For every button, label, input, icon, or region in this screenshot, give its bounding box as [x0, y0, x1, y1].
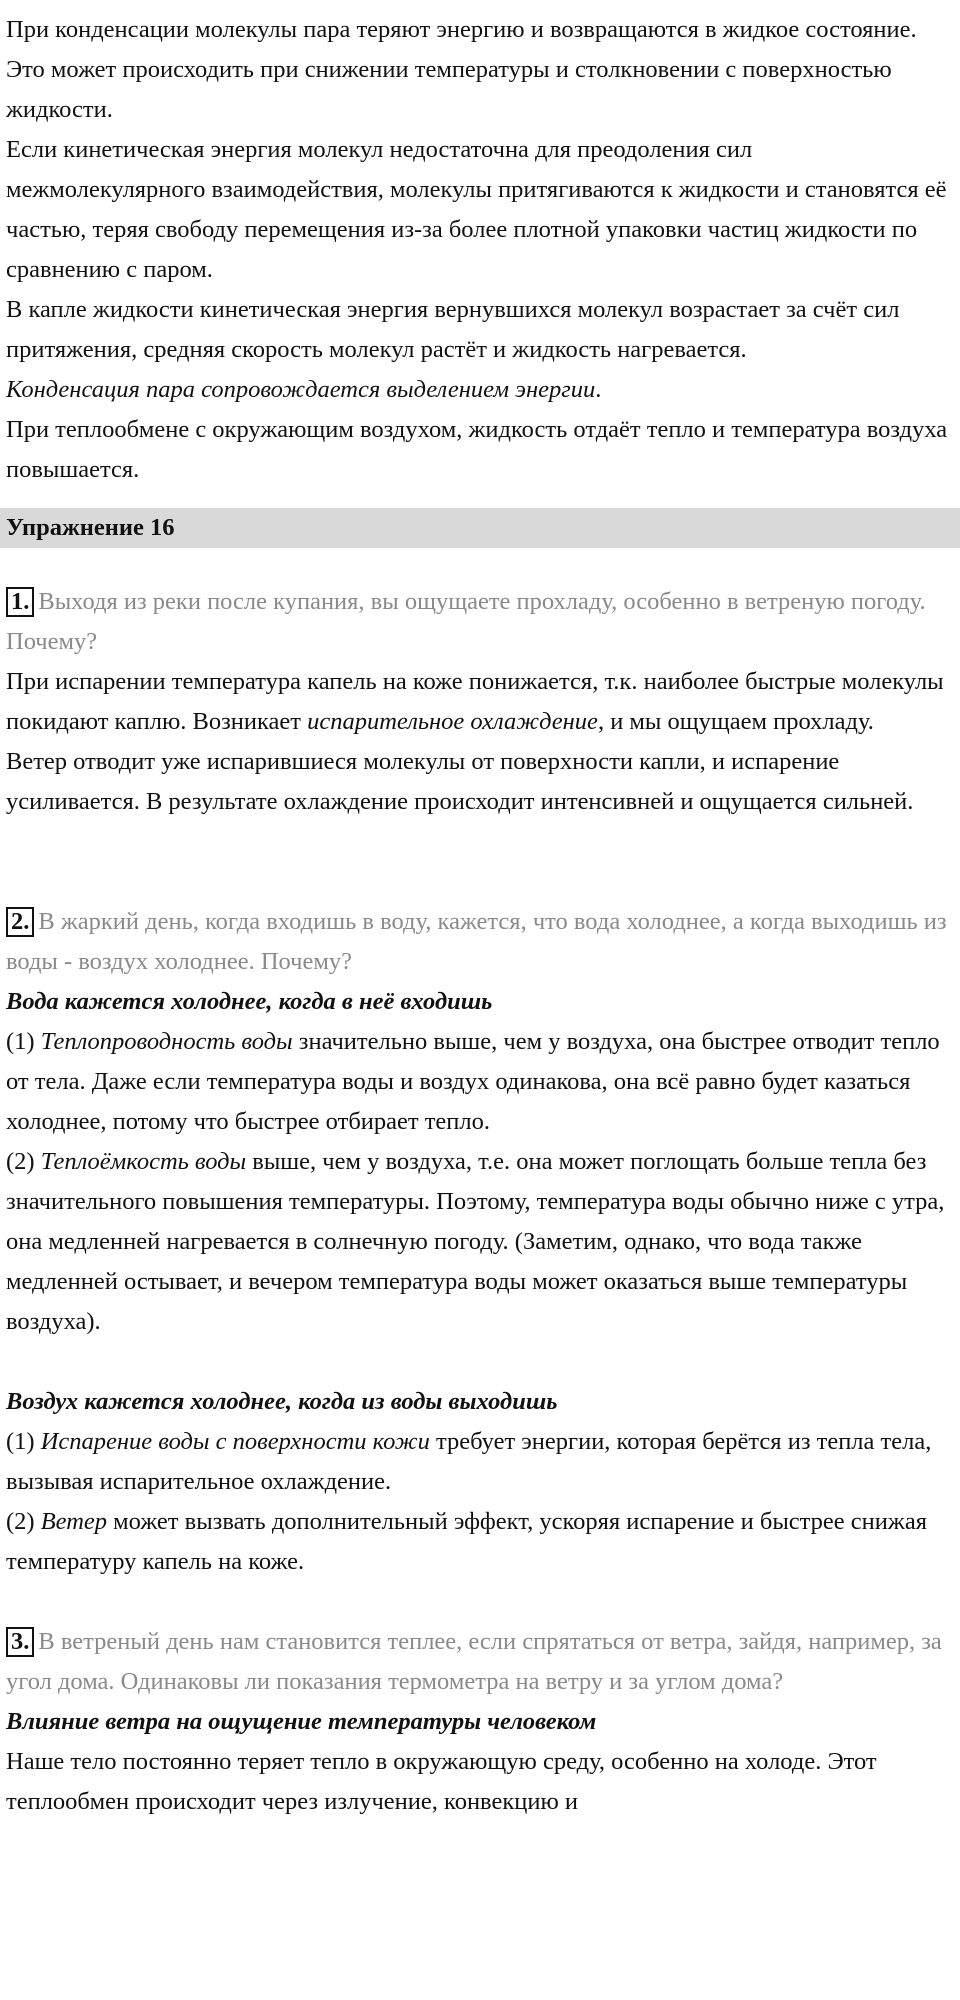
question-3-text: В ветреный день нам становится теплее, если спрятаться от ветра, зайдя, например, за угол дома. Одинаковы ли показания термометра на ветру и за углом дома?	[6, 1628, 942, 1695]
intro-paragraph-3: В капле жидкости кинетическая энергия вернувшихся молекул возрастает за счёт сил притяжения, средняя скорость молекул растёт и жидкость нагревается.	[6, 296, 900, 363]
question-3-number: 3.	[6, 1627, 34, 1657]
answer-3-heading: Влияние ветра на ощущение температуры человеком	[6, 1708, 597, 1735]
question-1	[6, 582, 956, 662]
answer-2-heading-2: Воздух кажется холоднее, когда из воды выходишь	[6, 1388, 558, 1415]
answer-2-point-3: (1) Испарение воды с поверхности кожи требует энергии, которая берётся из тепла тела, вызывая испарительное охлаждение.	[6, 1428, 932, 1495]
exercise-heading: Упражнение 16	[0, 508, 960, 548]
answer-1-paragraph-1: При испарении температура капель на коже понижается, т.к. наиболее быстрые молекулы покидают каплю. Возникает испарительное охлаждение, и мы ощущаем прохладу.	[6, 668, 944, 735]
document-page	[6, 10, 956, 1822]
intro-emphasis: Конденсация пара сопровождается выделением энергии	[6, 376, 596, 403]
answer-3-paragraph-1: Наше тело постоянно теряет тепло в окружающую среду, особенно на холоде. Этот теплообмен происходит через излучение, конвекцию и	[6, 1748, 877, 1815]
intro-paragraph-4: Конденсация пара сопровождается выделением энергии.	[6, 376, 602, 403]
answer-2-point-1: (1) Теплопроводность воды значительно выше, чем у воздуха, она быстрее отводит тепло от тела. Даже если температура воды и воздух одинакова, она всё равно будет казаться холоднее, потому что быстрее отбирает тепло.	[6, 1028, 940, 1135]
intro-paragraph-5: При теплообмене с окружающим воздухом, жидкость отдаёт тепло и температура воздуха повышается.	[6, 416, 948, 483]
question-1-number: 1.	[6, 587, 34, 617]
answer-1-paragraph-2: Ветер отводит уже испарившиеся молекулы от поверхности капли, и испарение усиливается. В результате охлаждение происходит интенсивней и ощущается сильней.	[6, 748, 914, 815]
question-2-number: 2.	[6, 907, 34, 937]
question-2-text: В жаркий день, когда входишь в воду, кажется, что вода холоднее, а когда выходишь из воды - воздух холоднее. Почему?	[6, 908, 947, 975]
question-2	[6, 902, 956, 982]
intro-paragraph-1: При конденсации молекулы пара теряют энергию и возвращаются в жидкое состояние. Это может происходить при снижении температуры и столкновении с поверхностью жидкости.	[6, 16, 917, 123]
question-1-text: Выходя из реки после купания, вы ощущаете прохладу, особенно в ветреную погоду. Почему?	[6, 588, 926, 655]
answer-2-point-4: (2) Ветер может вызвать дополнительный эффект, ускоряя испарение и быстрее снижая температуру капель на коже.	[6, 1508, 927, 1575]
answer-2-heading-1: Вода кажется холоднее, когда в неё входишь	[6, 988, 493, 1015]
intro-paragraph-2: Если кинетическая энергия молекул недостаточна для преодоления сил межмолекулярного взаимодействия, молекулы притягиваются к жидкости и становятся её частью, теряя свободу перемещения из-за более плотной упаковки частиц жидкости по сравнению с паром.	[6, 136, 947, 283]
question-3	[6, 1622, 956, 1702]
answer-2-point-2: (2) Теплоёмкость воды выше, чем у воздуха, т.е. она может поглощать больше тепла без значительного повышения температуры. Поэтому, температура воды обычно ниже с утра, она медленней нагревается в солнечную погоду. (Заметим, однако, что вода также медленней остывает, и вечером температура воды может оказаться выше температуры воздуха).	[6, 1148, 945, 1335]
